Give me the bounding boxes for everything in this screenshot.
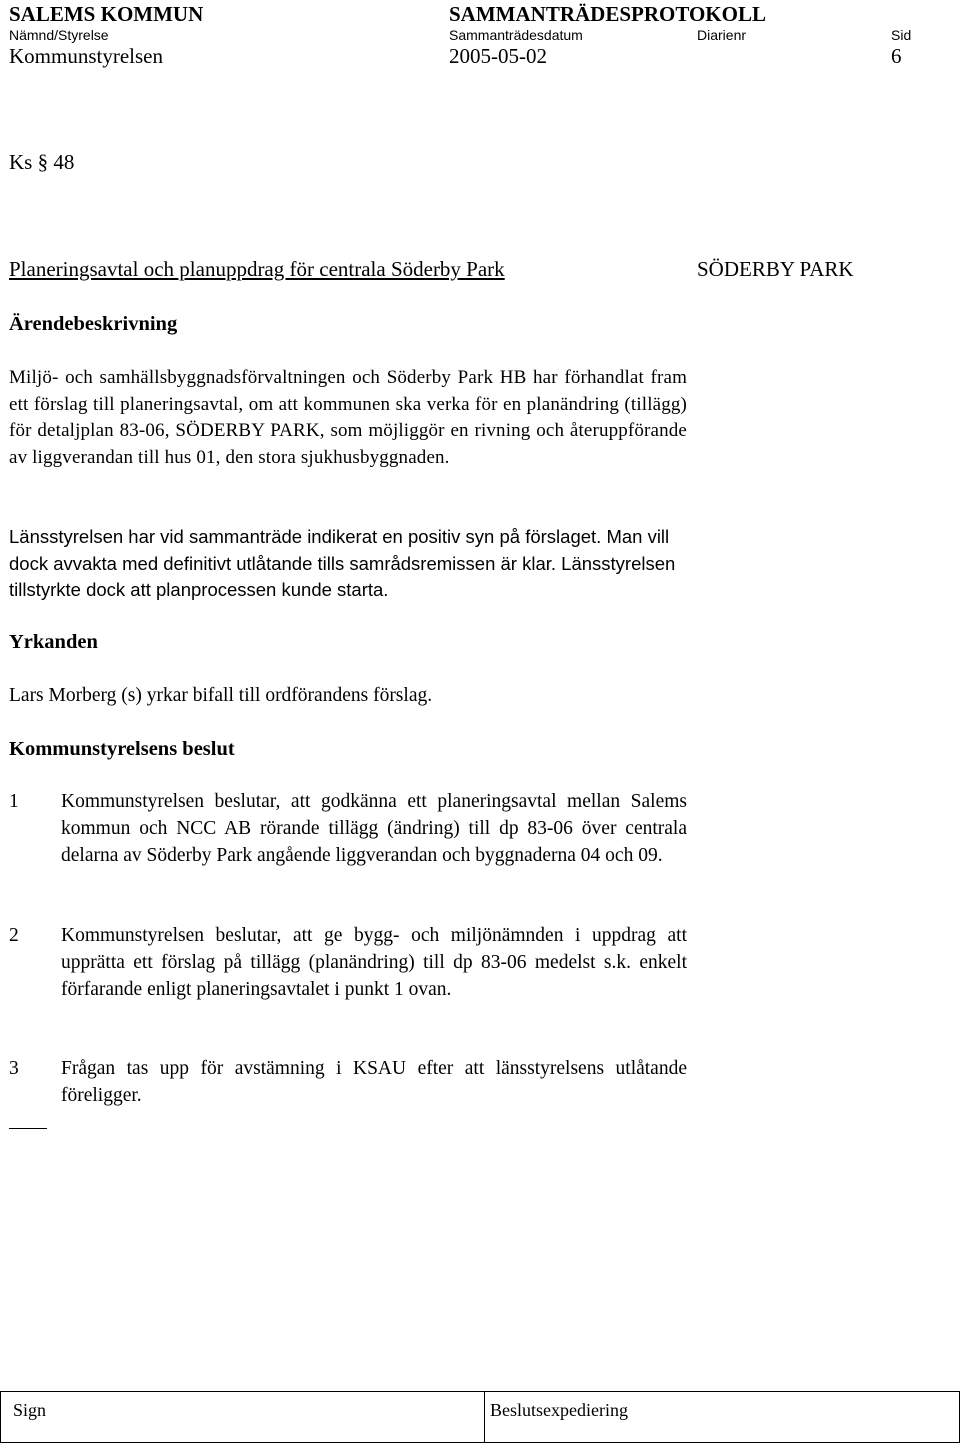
case-description-text-2: Länsstyrelsen har vid sammanträde indikerat en positiv syn på förslaget. Man vill dock avvakta med definitivt utlåtande tills samrådsremissen är klar. Länsstyrelsen tillstyrkte dock att planprocessen kunde starta. xyxy=(9,526,676,600)
motions-heading: Yrkanden xyxy=(9,631,98,653)
page-number: 6 xyxy=(891,44,902,68)
date-value: 2005-05-02 xyxy=(449,44,547,68)
board-value: Kommunstyrelsen xyxy=(9,44,163,68)
motions-text: Lars Morberg (s) yrkar bifall till ordförandens förslag. xyxy=(9,685,433,706)
end-of-section-rule xyxy=(9,1128,47,1129)
decision-item-number: 3 xyxy=(9,1058,19,1079)
case-reference: SÖDERBY PARK xyxy=(697,257,854,281)
signature-footer xyxy=(0,1391,960,1443)
case-description-paragraph-2 xyxy=(9,524,687,604)
case-description-paragraph-1 xyxy=(9,365,687,471)
sign-label: Sign xyxy=(13,1400,47,1420)
document-type: SAMMANTRÄDESPROTOKOLL xyxy=(449,2,766,26)
board-label: Nämnd/Styrelse xyxy=(9,27,109,43)
case-title: Planeringsavtal och planuppdrag för centrala Söderby Park xyxy=(9,257,505,281)
decision-item-text: Frågan tas upp för avstämning i KSAU efter att länsstyrelsens utlåtande föreligger. xyxy=(61,1058,687,1106)
page-label: Sid xyxy=(891,27,912,43)
extract-label: Beslutsexpediering xyxy=(490,1400,628,1420)
case-description-heading: Ärendebeskrivning xyxy=(9,313,178,335)
case-description-text-1: Miljö- och samhällsbyggnadsförvaltningen och Söderby Park HB har förhandlat fram ett förslag till planeringsavtal, om att kommunen ska verka för en planändring (tillägg) för detaljplan 83-06, SÖDERBY PARK, som möjliggör en rivning och återuppförande av liggverandan till hus 01, den stora sjukhusbyggnaden. xyxy=(9,367,687,468)
decision-heading: Kommunstyrelsens beslut xyxy=(9,738,235,760)
footer-divider xyxy=(484,1392,485,1442)
decision-item-text: Kommunstyrelsen beslutar, att ge bygg- och miljönämnden i uppdrag att upprätta ett förslag på tillägg (planändring) till dp 83-06 medelst s.k. enkelt förfarande enligt planeringsavtalet i punkt 1 ovan. xyxy=(61,925,687,1000)
decision-item-text: Kommunstyrelsen beslutar, att godkänna ett planeringsavtal mellan Salems kommun och NCC AB rörande tillägg (ändring) till dp 83-06 över centrala delarna av Söderby Park angående liggverandan och byggnaderna 04 och 09. xyxy=(61,791,687,866)
decision-item-number: 1 xyxy=(9,791,19,812)
section-number: Ks § 48 xyxy=(9,150,75,174)
reg-no-label: Diarienr xyxy=(697,27,747,43)
decision-item-number: 2 xyxy=(9,925,19,946)
date-label: Sammanträdesdatum xyxy=(449,27,583,43)
municipality-name: SALEMS KOMMUN xyxy=(9,2,204,26)
